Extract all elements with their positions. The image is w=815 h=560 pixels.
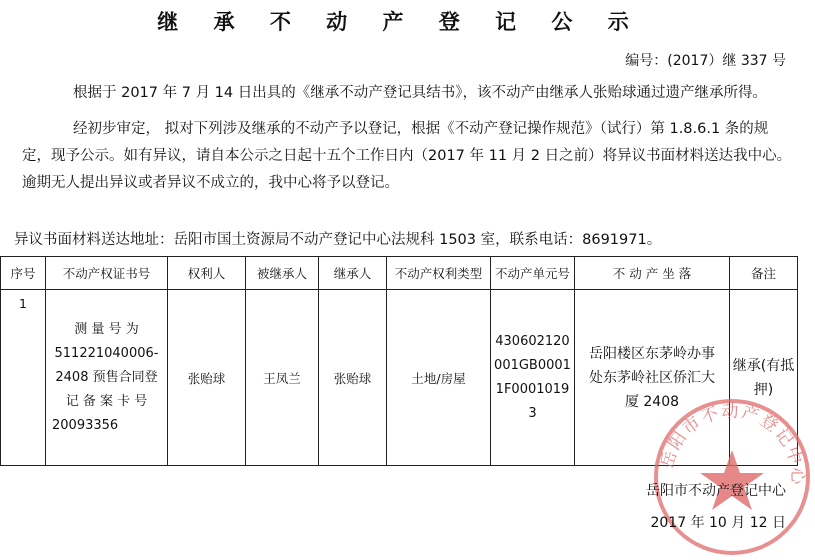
- page-title: 继 承 不 动 产 登 记 公 示: [157, 10, 643, 34]
- cell-certificate: 测 量 号 为 511221040006-2408 预售合同登记 备 案 卡 号 20093356: [46, 290, 168, 466]
- cell-heir: 张贻球: [319, 290, 387, 466]
- header-location: 不 动 产 坐 落: [575, 257, 730, 290]
- objection-address: 异议书面材料送达地址：岳阳市国土资源局不动产登记中心法规科 1503 室，联系电话：8691971。: [14, 232, 662, 248]
- header-heir: 继承人: [319, 257, 387, 290]
- header-remark: 备注: [730, 257, 798, 290]
- cell-right-holder: 张贻球: [168, 290, 246, 466]
- cell-index: 1: [1, 290, 46, 466]
- header-unit-number: 不动产单元号: [491, 257, 575, 290]
- intro-paragraph: 根据于 2017 年 7 月 14 日出具的《继承不动产登记具结书》，该不动产由继承人张贻球通过遗产继承所得。: [73, 85, 767, 101]
- cell-decedent: 王凤兰: [246, 290, 319, 466]
- header-certificate: 不动产权证书号: [46, 257, 168, 290]
- table-header-row: [1, 257, 798, 290]
- header-decedent: 被继承人: [246, 257, 319, 290]
- cell-right-type: 土地/房屋: [387, 290, 491, 466]
- issuing-organization: 岳阳市不动产登记中心: [646, 483, 786, 499]
- issue-date: 2017 年 10 月 12 日: [650, 515, 786, 531]
- review-paragraph: 经初步审定， 拟对下列涉及继承的不动产予以登记，根据《不动产登记操作规范》（试行）第 1.8.6.1 条的规定，现予公示。如有异议，请自本公示之日起十五个工作日内（2017 年 11 月 2 日之前）将异议书面材料送达我中心。逾期无人提出异议或者异议不成立的，我中心将予以登记。: [22, 121, 792, 191]
- svg-text:岳阳市不动产登记中心: 岳阳市不动产登记中心: [657, 401, 808, 487]
- document-number: 编号：(2017）继 337 号: [625, 53, 786, 69]
- header-index: 序号: [1, 257, 46, 290]
- header-right-type: 不动产权利类型: [387, 257, 491, 290]
- cell-unit-number: 430602120001GB00011F00010193: [491, 290, 575, 466]
- header-right-holder: 权利人: [168, 257, 246, 290]
- cell-remark: 继承(有抵押): [730, 290, 798, 466]
- cell-location: 岳阳楼区东茅岭办事处东茅岭社区侨汇大厦 2408: [575, 290, 730, 466]
- official-seal: [650, 395, 815, 560]
